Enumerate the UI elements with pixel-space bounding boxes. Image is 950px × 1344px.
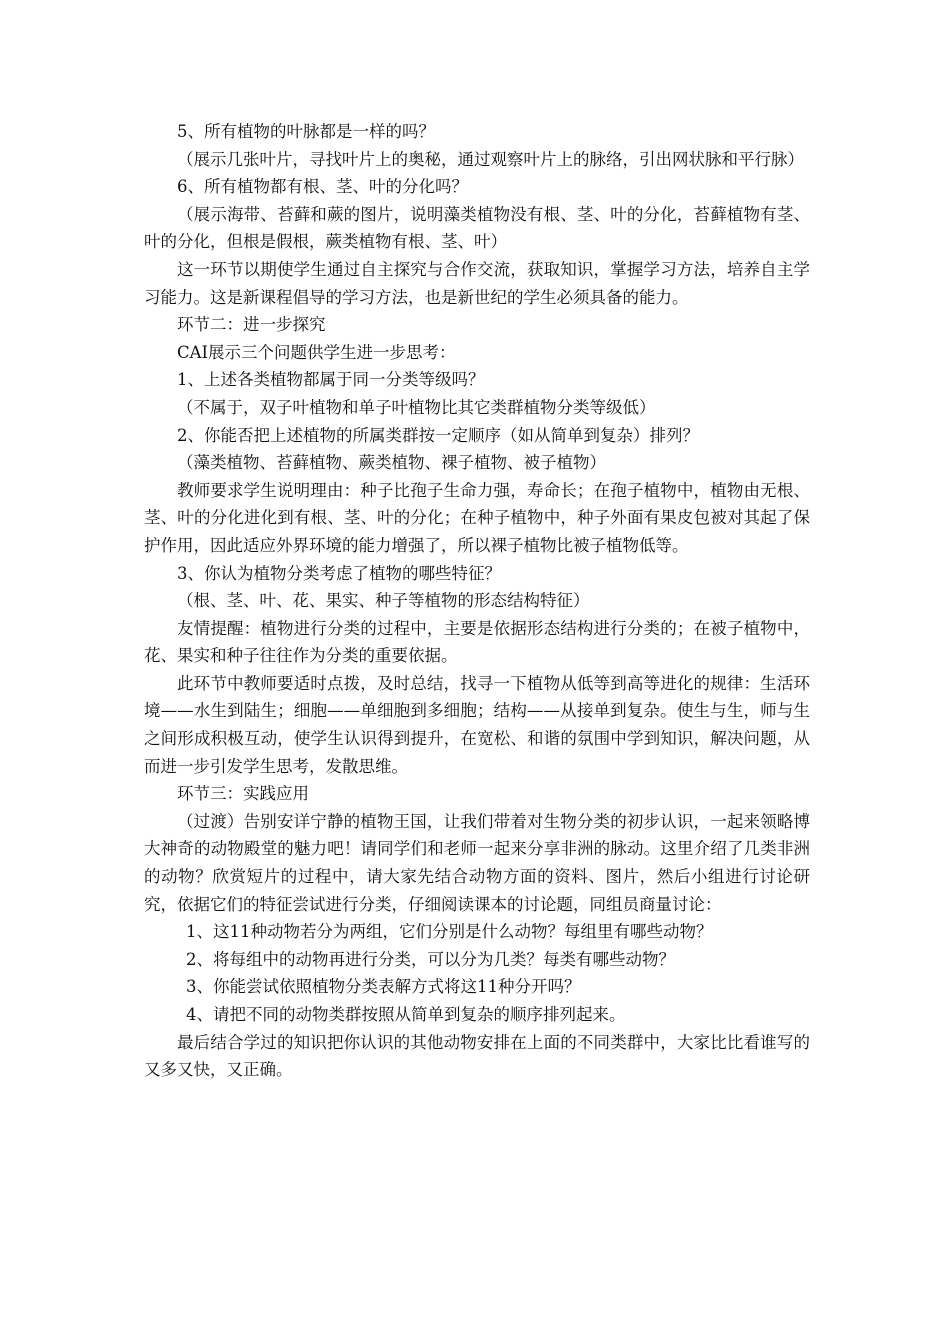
summary-paragraph-2: 此环节中教师要适时点拨，及时总结，找寻一下植物从低等到高等进化的规律：生活环境——水生到陆生；细胞——单细胞到多细胞；结构——从接单到复杂。使生与生，师与生之间形成积极互动，使学生认识得到提升，在宽松、和谐的氛围中学到知识，解决问题，从而进一步引发学生思考，发散思维。	[144, 673, 810, 776]
section-2-question-3-answer: （根、茎、叶、花、果实、种子等植物的形态结构特征）	[177, 591, 590, 611]
section-2-heading: 环节二：进一步探究	[177, 315, 326, 335]
section-3-heading: 环节三：实践应用	[177, 784, 309, 804]
question-5-answer: （展示几张叶片，寻找叶片上的奥秘，通过观察叶片上的脉络，引出网状脉和平行脉）	[177, 149, 804, 169]
final-paragraph: 最后结合学过的知识把你认识的其他动物安排在上面的不同类群中，大家比比看谁写的又多又快，又正确。	[144, 1032, 810, 1080]
section-2-question-2: 2、你能否把上述植物的所属类群按一定顺序（如从简单到复杂）排列？	[177, 425, 699, 445]
section-2-question-3: 3、你认为植物分类考虑了植物的哪些特征？	[177, 563, 501, 583]
summary-paragraph-1: 这一环节以期使学生通过自主探究与合作交流，获取知识，掌握学习方法，培养自主学习能力。这是新课程倡导的学习方法，也是新世纪的学生必须具备的能力。	[144, 259, 810, 307]
section-3-question-2: 2、将每组中的动物再进行分类，可以分为几类？每类有哪些动物？	[186, 949, 675, 969]
question-6: 6、所有植物都有根、茎、叶的分化吗？	[177, 177, 468, 197]
section-2-question-1: 1、上述各类植物都属于同一分类等级吗？	[177, 370, 485, 390]
section-2-question-2-answer: （藻类植物、苔藓植物、蕨类植物、裸子植物、被子植物）	[177, 453, 606, 473]
question-6-answer: （展示海带、苔藓和蕨的图片，说明藻类植物没有根、茎、叶的分化，苔藓植物有茎、叶的分化，但根是假根，蕨类植物有根、茎、叶）	[144, 204, 810, 252]
cai-intro: CAI展示三个问题供学生进一步思考：	[177, 342, 456, 362]
document-body	[144, 118, 810, 1084]
section-3-question-3: 3、你能尝试依照植物分类表解方式将这11种分开吗？	[186, 977, 581, 997]
section-3-question-1: 1、这11种动物若分为两组，它们分别是什么动物？每组里有哪些动物？	[186, 922, 713, 942]
teacher-reasoning: 教师要求学生说明理由：种子比孢子生命力强，寿命长；在孢子植物中，植物由无根、茎、叶的分化进化到有根、茎、叶的分化；在种子植物中，种子外面有果皮包被对其起了保护作用，因此适应外界环境的能力增强了，所以裸子植物比被子植物低等。	[144, 480, 810, 555]
transition-paragraph: （过渡）告别安详宁静的植物王国，让我们带着对生物分类的初步认识，一起来领略博大神奇的动物殿堂的魅力吧！请同学们和老师一起来分享非洲的脉动。这里介绍了几类非洲的动物？欣赏短片的过程中，请大家先结合动物方面的资料、图片，然后小组进行讨论研究，依据它们的特征尝试进行分类，仔细阅读课本的讨论题，同组员商量讨论：	[144, 811, 810, 914]
section-3-question-4: 4、请把不同的动物类群按照从简单到复杂的顺序排列起来。	[186, 1005, 626, 1024]
friendly-tip: 友情提醒：植物进行分类的过程中，主要是依据形态结构进行分类的；在被子植物中，花、果实和种子往往作为分类的重要依据。	[144, 618, 810, 666]
question-5: 5、所有植物的叶脉都是一样的吗？	[177, 122, 435, 141]
section-2-question-1-answer: （不属于，双子叶植物和单子叶植物比其它类群植物分类等级低）	[177, 397, 656, 417]
